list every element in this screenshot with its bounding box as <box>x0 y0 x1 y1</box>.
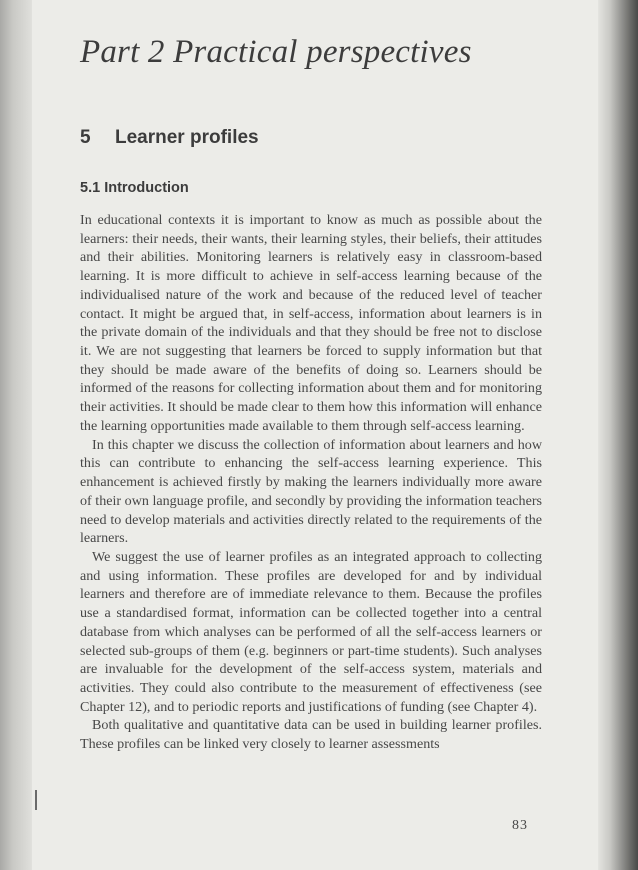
paragraph: In educational contexts it is important to know as much as possible about the learners: their needs, their wants, their learning styles, their beliefs, their attitudes and their abilities. Monitoring learners is relatively easy in classroom-based learning. It is more difficult to achieve in self-access learning because of the individualised nature of the work and because of the reduced level of teacher contact. It might be argued that, in self-access, information about learners is in the private domain of the individuals and that they should be free not to disclose it. We are not suggesting that learners be forced to supply information but that they should be made aware of the benefits of doing so. Learners should be informed of the reasons for collecting information about them and for monitoring their activities. It should be made clear to them how this information will enhance the learning opportunities made available to them through self-access learning. <box>80 212 542 434</box>
paragraph: Both qualitative and quantitative data can be used in building learner profiles. These profiles can be linked very closely to learner assessments <box>80 717 542 753</box>
chapter-number: 5 <box>80 127 91 148</box>
section-title: Introduction <box>104 180 189 196</box>
body-text <box>80 211 542 754</box>
left-page-edge <box>0 0 32 870</box>
section-number: 5.1 <box>80 180 101 196</box>
paragraph: We suggest the use of learner profiles as an integrated approach to collecting and using information. These profiles are developed for and by individual learners and therefore are of immediate relevance to them. Because the profiles use a standardised format, information can be collected together into a central database from which analyses can be performed of all the self-access learners or selected sub-groups of them (e.g. beginners or part-time students). Such analyses are invaluable for the development of the self-access system, materials and activities. They could also contribute to the measurement of effectiveness (see Chapter 12), and to periodic reports and justifications of funding (see Chapter 4). <box>80 548 542 715</box>
right-page-edge <box>598 0 638 870</box>
chapter-heading <box>80 127 259 149</box>
part-heading: Part 2 Practical perspectives <box>80 34 472 70</box>
book-page <box>32 0 598 870</box>
margin-mark <box>35 790 37 810</box>
section-heading <box>80 180 189 196</box>
chapter-title: Learner profiles <box>115 127 259 148</box>
paragraph: In this chapter we discuss the collection of information about learners and how this can contribute to enhancing the self-access learning experience. This enhancement is achieved firstly by making the learners individually more aware of their own language profile, and secondly by providing the information teachers need to develop materials and activities directly related to the requirements of the learners. <box>80 436 542 547</box>
page-number: 83 <box>512 818 528 833</box>
